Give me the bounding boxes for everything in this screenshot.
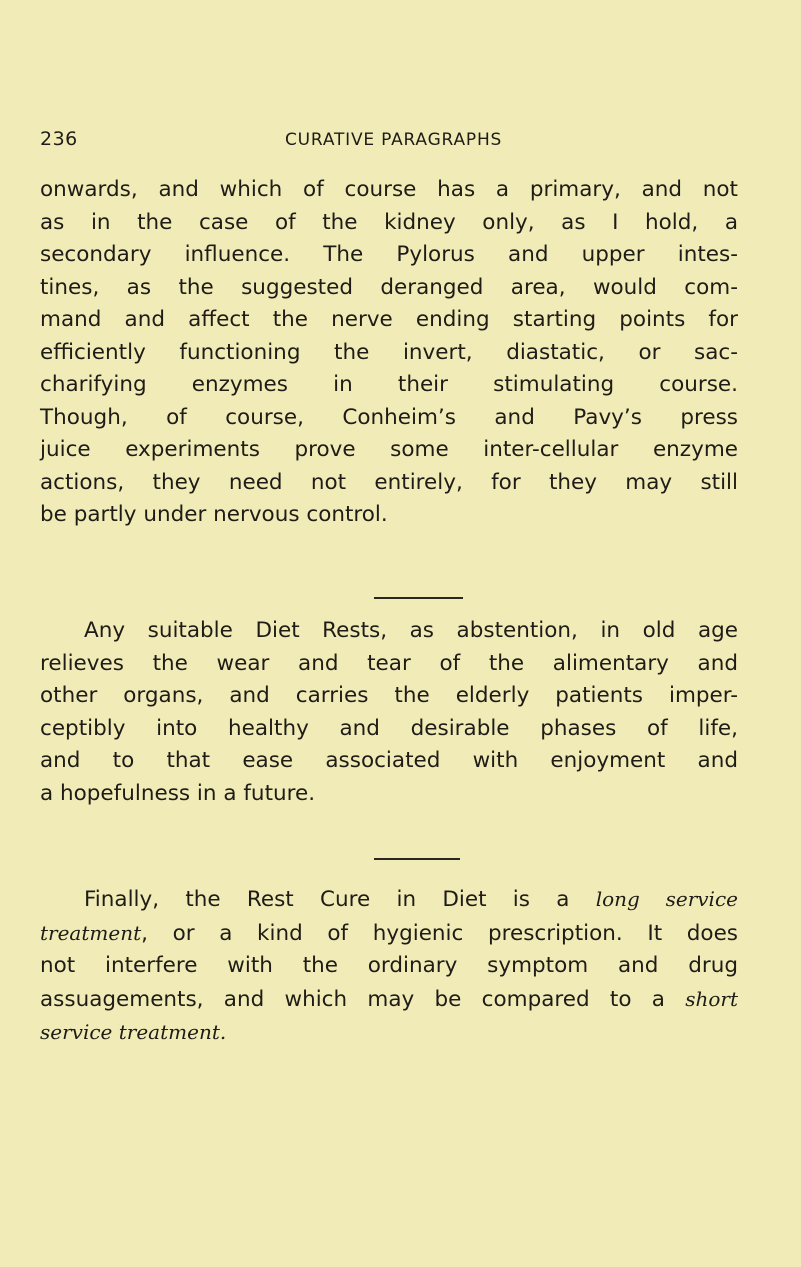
paragraph-line: relieves the wear and tear of the alimentary and — [40, 650, 738, 676]
page-header — [40, 128, 740, 158]
paragraph-line — [40, 1016, 738, 1050]
paragraph-2 — [40, 615, 738, 810]
text-run: , or a kind of hygienic prescription. It does — [141, 920, 738, 946]
paragraph-line — [40, 983, 738, 1017]
paragraph-line: actions, they need not entirely, for they may still — [40, 469, 738, 495]
paragraph-line: be partly under nervous control. — [40, 502, 388, 527]
paragraph-line: efficiently functioning the invert, diastatic, or sac- — [40, 339, 738, 365]
paragraph-line: ceptibly into healthy and desirable phases of life, — [40, 715, 738, 741]
paragraph-line: mand and affect the nerve ending starting points for — [40, 307, 738, 332]
section-divider — [374, 597, 463, 599]
running-title: CURATIVE PARAGRAPHS — [285, 130, 503, 150]
paragraph-3 — [40, 883, 738, 1050]
paragraph-line: a hopefulness in a future. — [40, 780, 316, 806]
paragraph-line: Though, of course, Conheim’s and Pavy’s press — [40, 404, 738, 430]
paragraph-line: and to that ease associated with enjoyment and — [40, 748, 738, 773]
paragraph-line: as in the case of the kidney only, as I hold, a — [40, 209, 738, 235]
italic-text: long service — [595, 887, 738, 911]
page-number: 236 — [40, 128, 78, 150]
paragraph-line: not interfere with the ordinary symptom and drug — [40, 953, 738, 978]
text-run: Finally, the Rest Cure in Diet is a — [84, 887, 596, 912]
italic-text: service treatment. — [40, 1020, 227, 1044]
paragraph-line: Any suitable Diet Rests, as abstention, in old age — [84, 618, 738, 643]
paragraph-1 — [40, 174, 738, 532]
paragraph-line: onwards, and which of course has a primary, and not — [40, 177, 738, 202]
italic-text: treatment — [40, 920, 142, 945]
paragraph-line: other organs, and carries the elderly patients imper- — [40, 683, 738, 708]
paragraph-line: charifying enzymes in their stimulating course. — [40, 372, 738, 397]
italic-text: short — [685, 986, 738, 1011]
text-run: assuagements, and which may be compared to a — [40, 986, 686, 1012]
paragraph-line — [40, 917, 738, 951]
paragraph-line — [40, 883, 738, 917]
paragraph-line: secondary influence. The Pylorus and upper intes- — [40, 242, 738, 267]
section-divider — [374, 858, 460, 860]
paragraph-line: juice experiments prove some inter-cellular enzyme — [40, 437, 738, 462]
paragraph-line: tines, as the suggested deranged area, would com- — [40, 274, 738, 300]
